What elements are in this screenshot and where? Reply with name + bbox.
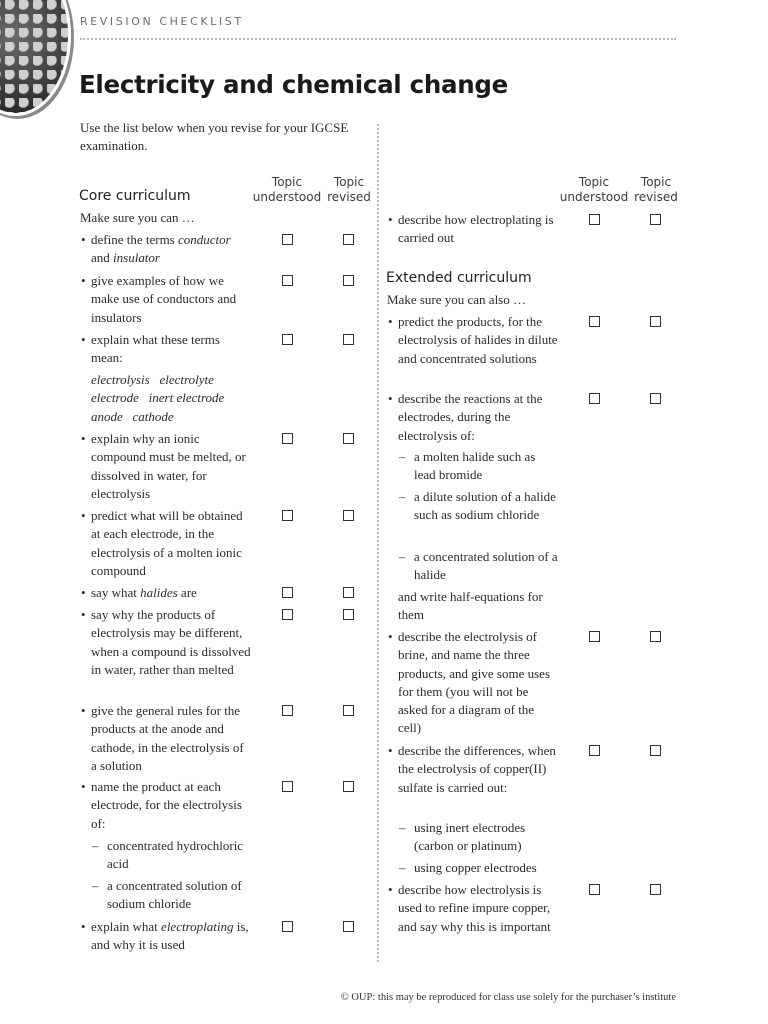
- understood-checkbox[interactable]: [282, 705, 293, 716]
- checklist-item: • predict what will be obtained at each electrode, in the electrolysis of a molten ionic compound: [91, 507, 251, 580]
- understood-checkbox[interactable]: [282, 433, 293, 444]
- understood-checkbox[interactable]: [282, 334, 293, 345]
- revised-checkbox[interactable]: [343, 705, 354, 716]
- extended-heading: Extended curriculum: [386, 270, 532, 286]
- understood-checkbox[interactable]: [282, 587, 293, 598]
- checklist-item: • explain what electroplating is, and why it is used: [91, 918, 251, 955]
- copyright-footer: © OUP: this may be reproduced for class use solely for the purchaser’s institute: [340, 992, 676, 1003]
- checklist-item: • describe how electroplating is carried out: [398, 211, 558, 248]
- revised-checkbox[interactable]: [343, 609, 354, 620]
- understood-checkbox[interactable]: [282, 921, 293, 932]
- checklist-subitem: – a concentrated solution of sodium chloride: [107, 877, 251, 914]
- checklist-item: • explain what these terms mean:: [91, 331, 251, 368]
- intro-text: Use the list below when you revise for your IGCSE examination.: [80, 120, 349, 153]
- revised-checkbox[interactable]: [343, 781, 354, 792]
- checklist-item: • give examples of how we make use of conductors and insulators: [91, 272, 251, 327]
- column-divider: [377, 124, 379, 962]
- running-head: REVISION CHECKLIST: [80, 15, 244, 28]
- revised-checkbox[interactable]: [343, 334, 354, 345]
- revised-checkbox[interactable]: [343, 921, 354, 932]
- understood-checkbox[interactable]: [589, 316, 600, 327]
- revised-checkbox[interactable]: [343, 510, 354, 521]
- understood-checkbox[interactable]: [282, 510, 293, 521]
- checklist-item: • say why the products of electrolysis may be different, when a compound is dissolved in water, rather than melted: [91, 606, 251, 679]
- understood-checkbox[interactable]: [589, 631, 600, 642]
- understood-checkbox[interactable]: [589, 884, 600, 895]
- checklist-item: • say what halides are: [91, 584, 251, 602]
- column-head-revised-left: Topic revised: [327, 175, 371, 204]
- header-rule: [80, 38, 676, 40]
- revised-checkbox[interactable]: [650, 316, 661, 327]
- checklist-item: • explain why an ionic compound must be melted, or dissolved in water, for electrolysis: [91, 430, 251, 503]
- revised-checkbox[interactable]: [343, 587, 354, 598]
- extended-lead: Make sure you can also …: [387, 292, 526, 307]
- column-head-revised-right: Topic revised: [634, 175, 678, 204]
- checklist-terms: electrolysis electrolyte electrode inert electrode anode cathode: [91, 372, 225, 424]
- checklist-item: • predict the products, for the electrolysis of halides in dilute and concentrated solutions: [398, 313, 558, 368]
- understood-checkbox[interactable]: [589, 745, 600, 756]
- revised-checkbox[interactable]: [343, 433, 354, 444]
- column-head-understood-left: Topic understood: [252, 175, 322, 204]
- checklist-item: • describe the electrolysis of brine, and name the three products, and give some uses for them (you will not be asked for a diagram of the cell): [398, 628, 558, 738]
- revised-checkbox[interactable]: [650, 884, 661, 895]
- page-title: Electricity and chemical change: [79, 70, 508, 99]
- core-lead: Make sure you can …: [80, 210, 195, 225]
- revised-checkbox[interactable]: [650, 745, 661, 756]
- revised-checkbox[interactable]: [650, 214, 661, 225]
- checklist-subitem: – concentrated hydrochloric acid: [107, 837, 251, 874]
- checklist-item: • describe the reactions at the electrodes, during the electrolysis of:: [398, 390, 558, 445]
- checklist-item: • describe how electrolysis is used to refine impure copper, and say why this is important: [398, 881, 558, 936]
- core-heading: Core curriculum: [79, 188, 191, 204]
- understood-checkbox[interactable]: [282, 781, 293, 792]
- revised-checkbox[interactable]: [650, 631, 661, 642]
- understood-checkbox[interactable]: [589, 393, 600, 404]
- checklist-item: • define the terms conductor and insulator: [91, 231, 251, 268]
- checklist-subitem: – a molten halide such as lead bromide: [414, 448, 558, 485]
- column-head-understood-right: Topic understood: [559, 175, 629, 204]
- understood-checkbox[interactable]: [282, 234, 293, 245]
- checklist-subitem: – using copper electrodes: [414, 859, 558, 877]
- revised-checkbox[interactable]: [343, 234, 354, 245]
- checklist-item: • give the general rules for the products at the anode and cathode, in the electrolysis of a solution: [91, 702, 251, 775]
- understood-checkbox[interactable]: [282, 275, 293, 286]
- revised-checkbox[interactable]: [343, 275, 354, 286]
- checklist-subitem: – a concentrated solution of a halide: [414, 548, 558, 585]
- checklist-item: • describe the differences, when the electrolysis of copper(II) sulfate is carried out:: [398, 742, 558, 797]
- checklist-subitem: – using inert electrodes (carbon or platinum): [414, 819, 558, 856]
- checklist-item: and write half-equations for them: [398, 589, 543, 623]
- corner-decoration: [0, 0, 71, 116]
- checklist-item: • name the product at each electrode, for the electrolysis of:: [91, 778, 251, 833]
- understood-checkbox[interactable]: [282, 609, 293, 620]
- checklist-subitem: – a dilute solution of a halide such as sodium chloride: [414, 488, 558, 525]
- understood-checkbox[interactable]: [589, 214, 600, 225]
- revised-checkbox[interactable]: [650, 393, 661, 404]
